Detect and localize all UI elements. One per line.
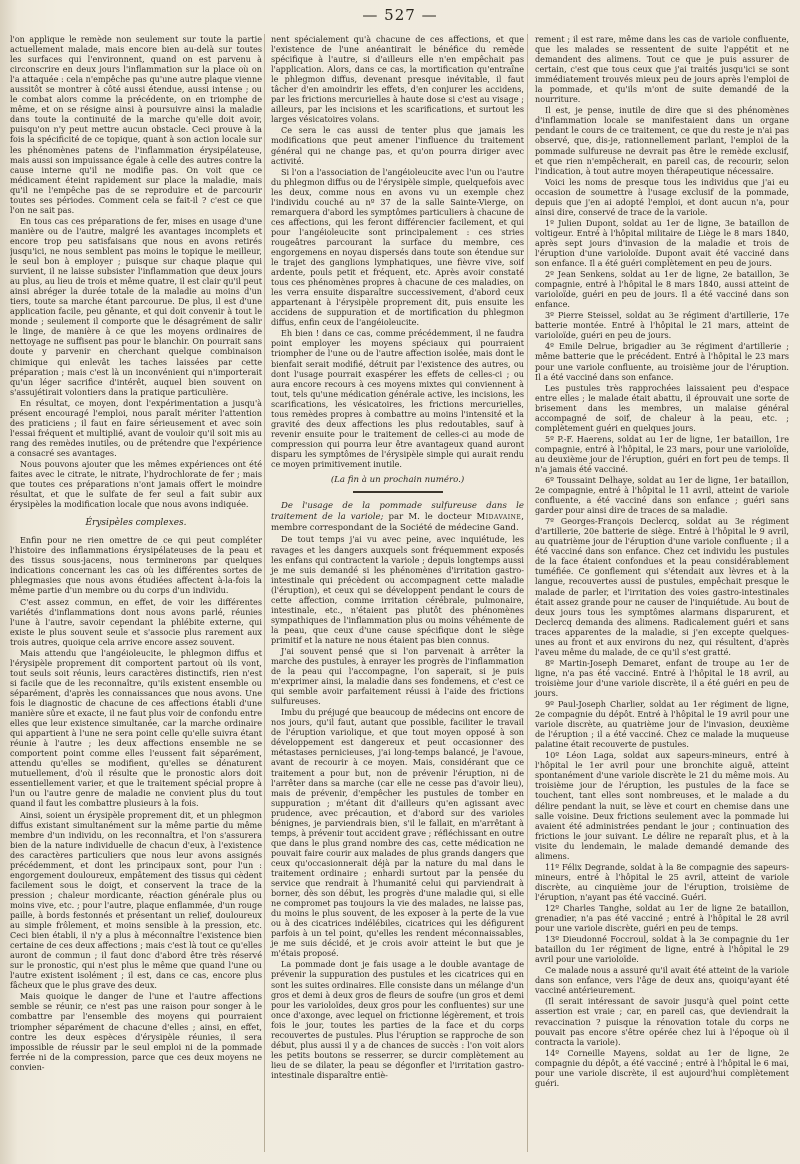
paragraph: La pommade dont je fais usage a le double avantage de prévenir la suppuration des pustules et les cicatrices qui en sont les suites ordinaires. Elle consiste dans un mélange d'un gros et demi à deux gros de fleurs de soufre (un gros et demi pour les varioloïdes, deux gros pour les confluentes) sur une once d'axonge, avec lequel on frictionne légèrement, et trois fois le jour, toutes les parties de la face et du corps recouvertes de pustules. Plus l'éruption se rapproche de son début, plus aussi il y a de chances de succès : l'on voit alors les petits boutons se resserrer, se durcir complètement au lieu de se dilater, la peau se dégonfler et l'irritation gastro-intestinale disparaître entiè-: [271, 959, 524, 1080]
page-number: — 527 —: [362, 6, 438, 24]
paragraph: J'ai souvent pensé que si l'on parvenait à arrêter la marche des pustules, à enrayer les progrès de l'inflammation de la peau qui l'accompagne, l'on saperait, si je puis m'exprimer ainsi, la maladie dans ses fondemens, et c'est ce qui semble avoir parfaitement réussi à l'aide des frictions sulfureuses.: [271, 645, 524, 707]
paragraph: rement ; il est rare, même dans les cas de variole confluente, que les malades se ressentent de suite l'appétit et ne demandent des alimens. Tout ce que je puis assurer de certain, c'est que tous ceux que j'ai traités jusqu'ici se sont immédiatement trouvés mieux peu de jours après l'emploi de la pommade, et qu'ils m'ont de suite demandé de la nourriture.: [535, 34, 789, 105]
article-title-affiliation: , membre correspondant de la Société de médecine Gand.: [271, 511, 524, 533]
case-entry: 14º Corneille Mayens, soldat au 1er de ligne, 2e compagnie du dépôt, a été vacciné ; entré à l'hôpital le 6 mai, pour une variole discrète, il est aujourd'hui complètement guéri.: [535, 1047, 789, 1088]
paragraph: Les pustules très rapprochées laissaient peu d'espace entre elles ; le malade était abattu, il éprouvait une sorte de brisement dans les membres, un malaise général accompagné de soif, de chaleur à la peau, etc. ; complètement guéri en quelques jours.: [535, 382, 789, 433]
section-subheading: Érysipèles complexes.: [85, 518, 187, 529]
case-entry: 1º Julien Dupont, soldat au 1er de ligne, 3e bataillon de voltigeur. Entré à l'hôpital militaire de Liège le 8 mars 1840, après sept jours d'invasion de la maladie et trois de l'éruption d'une varioloïde. Dupont avait été vacciné dans son enfance. Il a été guéri complètement en peu de jours.: [535, 217, 789, 269]
article-title: [271, 501, 524, 533]
paragraph: C'est assez commun, en effet, de voir les différentes variétés d'inflammations dont nous avons parlé, réunies l'une à l'autre, savoir cependant la phlébite externe, qui existe le plus souvent seule et s'associe plus rarement aux trois autres, quoique cela arrive encore assez souvent.: [10, 596, 262, 647]
article-title-italic: De l'usage de la pommade sulfureuse dans le traitement de la variole;: [271, 501, 524, 522]
article-author: Midavaine: [476, 511, 522, 522]
case-entry: 13º Dieudonné Foccroul, soldat à la 3e compagnie du 1er bataillon du 1er régiment de ligne, entré à l'hôpital le 29 avril pour une varioloïde.: [535, 934, 789, 965]
column-right: [527, 34, 789, 1152]
paragraph: En tous cas ces préparations de fer, mises en usage d'une manière ou de l'autre, malgré les avantages incomplets et encore trop peu satisfaisans que nous en avons retirés jusqu'ici, ne nous semblent pas moins le topique le meilleur, le seul bon à employer ; puisque sur chaque plaque qui survient, il ne laisse subsister l'inflammation que deux jours au plus, au lieu de trois et même quatre, il est clair qu'il peut ainsi abréger la durée totale de la maladie au moins d'un tiers, toute sa marche étant parcourue. De plus, il est d'une application facile, peu gênante, et qui doit convenir à tout le monde ; seulement il comporte que le désagrément de salir le linge, de manière à ce que les moyens ordinaires de nettoyage ne suffisent pas pour le blanchir. On pourrait sans doute y parvenir en cherchant quelque combinaison chimique qui enlevât les taches laissées par cette préparation ; mais c'est là un inconvénient qui n'importerait qu'un léger sacrifice d'intérêt, auquel bien souvent on s'assujétirait volontiers dans la pratique particulière.: [10, 215, 262, 397]
case-entry: 12º Charles Tanghe, soldat au 1er de ligne 2e bataillon, grenadier, n'a pas été vacciné ; entré à l'hôpital le 28 avril pour une variole discrète, guéri en peu de temps.: [535, 902, 789, 934]
paragraph: Mais quoique le danger de l'une et l'autre affections semble se réunir, ce n'est pas une raison pour songer à le combattre par l'ensemble des moyens qui pourraient triompher séparément de chacune d'elles ; ainsi, en effet, contre les deux espèces d'érysipèle réunies, il sera impossible de réussir par le seul emploi ni de la pommade ferrée ni de la compression, parce que ces deux moyens ne convien-: [10, 991, 262, 1072]
paragraph: En résultat, ce moyen, dont l'expérimentation a jusqu'à présent encouragé l'emploi, nous paraît mériter l'attention des praticiens ; il faut en faire sérieusement et avec soin l'essai fréquent et multiplié, avant de vouloir qu'il soit mis au rang des remèdes inutiles, ou de prétendre que l'expérience a consacré ses avantages.: [10, 397, 262, 458]
paragraph: Si l'on a l'association de l'angéioleucite avec l'un ou l'autre du phlegmon diffus ou de l'érysipèle simple, quelquefois avec les deux, comme nous en avons vu un exemple chez l'individu couché au nº 37 de la salle Sainte-Vierge, on remarquera d'abord les symptômes particuliers à chacune de ces affections, qui les feront différencier facilement, et qui pour l'angéioleucite sont principalement : ces stries rougeâtres parcourant la surface du membre, ces engorgemens en noyau dispersés dans toute son étendue sur le trajet des ganglions lymphatiques, une fièvre vive, soif ardente, pouls petit et fréquent, etc. Après avoir constaté tous ces phénomènes propres à chacune de ces maladies, on les verra ensuite disparaître successivement, d'abord ceux appartenant à l'érysipèle proprement dit, puis ensuite les accidens de suppuration et de mortification du phlegmon diffus, enfin ceux de l'angéioleucite.: [271, 166, 524, 328]
continued-notice: (La fin à un prochain numéro.): [330, 475, 465, 486]
case-entry: 8º Martin-Joseph Demaret, enfant de troupe au 1er de ligne, n'a pas été vacciné. Entré à l'hôpital le 18 avril, au troisième jour d'une variole discrète, il a été guéri en peu de jours.: [535, 657, 789, 698]
article-title-byline: par M. le docteur: [383, 511, 477, 522]
case-entry: 11º Félix Degrande, soldat à la 8e compagnie des sapeurs-mineurs, entré à l'hôpital le 25 avril, atteint de variole discrète, au cinquième jour de l'éruption, troisième de l'éruption, n'ayant pas été vacciné. Guéri.: [535, 861, 789, 902]
paragraph: Eh bien ! dans ce cas, comme précédemment, il ne faudra point employer les moyens spéciaux qui pourraient triompher de l'une ou de l'autre affection isolée, mais dont le bienfait serait modifié, détruit par l'existence des autres, ou dont l'usage pourrait exaspérer les effets de celles-ci ; ou aura encore recours à ces moyens mixtes qui conviennent à tout, tels qu'une médication générale active, les incisions, les scarifications, les vésicatoires, les frictions mercurielles, tous remèdes propres à combattre au moins l'intensité et la gravité des deux affections les plus redoutables, sauf à revenir ensuite pour le traitement de celles-ci au mode de compression qui pourra leur être avantageux quand auront disparu les symptômes de l'érysipèle simple qui aurait rendu ce moyen primitivement inutile.: [271, 328, 524, 469]
column-left: [10, 34, 262, 1152]
case-entry: 7º Georges-François Declercq, soldat au 3e régiment d'artillerie, 20e batterie de siège. Entré à l'hôpital le 9 avril, au quatrième jour de l'éruption d'une variole confluente ; il a été vacciné dans son enfance. Chez cet individu les pustules de la face étaient confondues et la peau considérablement tuméfiée. Ce gonflement qui s'étendait aux lèvres et à la langue, recouvertes aussi de pustules, empêchait presque le malade de parler, et l'irritation des voies gastro-intestinales était assez grande pour ne causer de l'inquiétude. Au bout de deux jours tous les symptômes alarmans disparurent, et Declercq demanda des alimens. Radicalement guéri et sans traces apparentes de la maladie, si j'en excepte quelques-unes au front et aux environs du nez, qui résultent, d'après l'aveu même du malade, de ce qu'il s'est gratté.: [535, 516, 789, 657]
case-entry: 2º Jean Senkens, soldat au 1er de ligne, 2e bataillon, 3e compagnie, entré à l'hôpital le 8 mars 1840, aussi atteint de varioloïde, guéri en peu de jours. Il a été vacciné dans son enfance.: [535, 269, 789, 310]
case-entry: 10º Léon Laga, soldat aux sapeurs-mineurs, entré à l'hôpital le 1er avril pour une bronchite aiguë, atteint spontanément d'une variole discrète le 21 du même mois. Au troisième jour de l'éruption, les pustules de la face se touchent, tant elles sont nombreuses, et le malade a du délire pendant la nuit, se lève et court en chemise dans une salle voisine. Deux frictions seulement avec la pommade lui avaient été administrées pendant le jour ; continuation des frictions le jour suivant. Le délire ne reparaît plus, et à la visite du lendemain, le malade demandé demande des alimens.: [535, 750, 789, 861]
paragraph: Nous pouvons ajouter que les mêmes expériences ont été faites avec le citrate, le nitrate, l'hydrochlorate de fer ; mais que toutes ces préparations n'ont jamais offert le moindre résultat, et que le sulfate de fer seul a fait subir aux érysipèles la modification locale que nous avons indiquée.: [10, 458, 262, 510]
paragraph: De tout temps j'ai vu avec peine, avec inquiétude, les ravages et les dangers auxquels sont fréquemment exposés les enfans qui contractent la variole ; depuis longtemps aussi je me suis demandé si les phénomènes d'irritation gastro-intestinale qui précèdent ou accompagnent cette maladie (l'éruption), et ceux qui se développent pendant le cours de cette affection, comme irritation cérébrale, pulmonaire, intestinale, etc., n'étaient pas plutôt des phénomènes sympathiques de l'inflammation plus ou moins véhémente de la peau, que ceux d'une cause spécifique dont le siège primitif et la nature ne nous étaient pas bien connus.: [271, 534, 524, 645]
paragraph: nent spécialement qu'à chacune de ces affections, et que l'existence de l'une anéantirait le bénéfice du remède spécifique à l'autre, si d'ailleurs elle n'en empêchait pas l'application. Alors, dans ce cas, la mortification qu'entraîne le phlegmon diffus, devenant presque inévitable, il faut tâcher d'en amoindrir les effets, d'en conjurer les accidens, par les frictions mercurielles à haute dose si c'est au visage ; ailleurs, par les incisions et les scarifications, et surtout les larges vésicatoires volans.: [271, 34, 524, 125]
paragraph: l'on applique le remède non seulement sur toute la partie actuellement malade, mais encore bien au-delà sur toutes les surfaces qui l'environnent, quand on est parvenu à circonscrire en deux jours l'inflammation sur la place où on l'a attaquée : cela n'empêche pas qu'une autre plaque vienne aussitôt se montrer à côté aussi étendue, aussi intense ; ou le combat alors comme la précédente, on en triomphe de même, et on se résigne ainsi à poursuivre ainsi la maladie dans toute la continuité de la marche qu'elle doit avoir, puisqu'on n'y peut mettre aucun obstacle. Ceci prouve à la fois la spécificité de ce topique, quant à son action locale sur les phénomènes patens de l'inflammation érysipélateuse, mais aussi son impuissance égale à celle des autres contre la cause interne qu'il ne modifie pas. On voit que ce médicament éteint rapidement sur place la maladie, mais qu'il ne l'empêche pas de se reproduire et de parcourir toutes ses périodes. Comment cela se fait-il ? c'est ce que l'on ne sait pas.: [10, 34, 262, 215]
paragraph: (Il serait intéressant de savoir jusqu'à quel point cette assertion est vraie ; car, en pareil cas, que deviendrait la revaccination ? puisque la rénovation totale du corps ne pouvait pas encore s'être opérée chez lui à l'époque où il contracta la variole).: [535, 996, 789, 1047]
paragraph: Ce malade nous a assuré qu'il avait été atteint de la variole dans son enfance, vers l'âge de deux ans, quoiqu'ayant été vacciné antérieurement.: [535, 965, 789, 996]
case-entry: 5º P.-F. Haerens, soldat au 1er de ligne, 1er bataillon, 1re compagnie, entré à l'hôpital, le 23 mars, pour une varioloïde, au deuxième jour de l'éruption, guéri en fort peu de temps. Il n'a jamais été vacciné.: [535, 433, 789, 474]
paragraph: Mais attendu que l'angéioleucite, le phlegmon diffus et l'érysipèle proprement dit comportent partout où ils vont, tout seuls soit réunis, leurs caractères distinctifs, rien n'est si facile que de les reconnaître, qu'ils existent ensemble ou séparément, d'après les connaissances que nous avons. Une fois le diagnostic de chacune de ces affections établi d'une manière sûre et exacte, il ne faut plus voir de confondu entre elles que leur existence simultanée, car la marche ordinaire qui appartient à l'une ne sera point celle qu'elle suivra étant réunie à l'autre ; les deux affections ensemble ne se comportent point comme elles l'eussent fait séparément, attendu qu'elles se modifient, qu'elles se dénaturent mutuellement, d'où il résulte que le pronostic alors doit essentiellement varier, et que le traitement spécial propre à l'un ou l'autre genre de maladie ne convient plus du tout quand il faut les combattre plusieurs à la fois.: [10, 647, 262, 809]
paragraph: Voici les noms de presque tous les individus que j'ai eu occasion de soumettre à l'usage exclusif de la pommade, depuis que j'en ai adopté l'emploi, et dont aucun n'a, pour ainsi dire, conservé de trace de la variole.: [535, 176, 789, 217]
paragraph: Ce sera le cas aussi de tenter plus que jamais les modifications que peut amener l'influence du traitement général qui ne change pas, et qu'on pourra diriger avec activité.: [271, 125, 524, 166]
case-entry: 9º Paul-Joseph Charlier, soldat au 1er régiment de ligne, 2e compagnie du dépôt. Entré à l'hôpital le 19 avril pour une variole discrète, au quatrième jour de l'invasion, deuxième de l'éruption ; il a été vacciné. Chez ce malade la muqueuse palatine était recouverte de pustules.: [535, 699, 789, 750]
paragraph: Ainsi, soient un érysipèle proprement dit, et un phlegmon diffus existant simultanément sur la même partie du même membre d'un individu, on les reconnaîtra, et l'on s'assurera bien de la nature individuelle de chacun d'eux, à l'existence des caractères particuliers que nous leur avons assignés précédemment, et dont les principaux sont, pour l'un : engorgement douloureux, empâtement des tissus qui cèdent facilement sous le doigt, et conservent la trace de la pression ; chaleur mordicante, réaction générale plus ou moins vive, etc. ; pour l'autre, plaque enflammée, d'un rouge paille, à bords festonnés et présentant un relief, douloureux au simple frôlement, et moins sensible à la pression, etc. Ceci bien établi, il n'y a plus à méconnaître l'existence bien certaine de ces deux affections ; mais c'est là tout ce qu'elles auront de commun ; il faut donc d'abord être très réservé sur le pronostic, qui n'est plus le même que quand l'une ou l'autre existent isolément ; il est, dans ce cas, encore plus fâcheux que le plus grave des deux.: [10, 809, 262, 991]
paragraph: Imbu du préjugé que beaucoup de médecins ont encore de nos jours, qu'il faut, autant que possible, faciliter le travail de l'éruption variolique, et que tout moyen opposé à son développement est dangereux et peut occasionner des métastases pernicieuses, j'ai long-temps balancé, je l'avoue, avant de recourir à ce moyen. Mais, considérant que ce traitement a pour but, non de prévenir l'éruption, ni de l'arrêter dans sa marche (car elle ne cesse pas d'avoir lieu), mais de prévenir, d'empêcher les pustules de tomber en suppuration ; m'étant dit d'ailleurs qu'en agissant avec prudence, avec précaution, et d'abord sur des varioles bénignes, je parviendrais bien, s'il le fallait, en m'arrêtant à temps, à prévenir tout accident grave ; réfléchissant en outre que dans le plus grand nombre des cas, cette médication ne pouvait faire courir aux malades de plus grands dangers que ceux qu'occasionnerait déjà par la nature du mal dans le traitement ordinaire ; enhardi surtout par la pensée du service que rendrait à l'humanité celui qui parviendrait à borner, dès son début, les progrès d'une maladie qui, si elle ne compromet pas toujours la vie des malades, ne laisse pas, du moins le plus souvent, de les exposer à la perte de la vue ou à des cicatrices indélébiles, cicatrices qui les défigurent parfois à un tel point, qu'elles les rendent méconnaissables, je me suis décidé, et je crois avoir atteint le but que je m'étais proposé.: [271, 707, 524, 959]
case-entry: 6º Toussaint Delhaye, soldat au 1er de ligne, 1er bataillon, 2e compagnie, entré à l'hôpital le 11 avril, atteint de variole confluente, a été vacciné dans son enfance ; guéri sans garder pour ainsi dire de traces de sa maladie.: [535, 475, 789, 516]
section-divider: [353, 491, 443, 493]
paragraph: Enfin pour ne rien omettre de ce qui peut compléter l'histoire des inflammations érysipélateuses de la peau et des tissus sous-jacens, nous terminerons par quelques indications concernant les cas où les différentes sortes de phlegmasies que nous avons étudiées affectent à-la-fois la même partie d'un membre ou du corps d'un individu.: [10, 535, 262, 596]
case-entry: 4º Emile Delrue, brigadier au 3e régiment d'artillerie ; même batterie que le précédent. Entré à l'hôpital le 23 mars pour une variole confluente, au troisième jour de l'éruption. Il a été vacciné dans son enfance.: [535, 341, 789, 382]
column-middle: [264, 34, 524, 1152]
paragraph: Il est, je pense, inutile de dire que si des phénomènes d'inflammation locale se manifestaient dans un organe pendant le cours de ce traitement, ce que du reste je n'ai pas observé, que, dis-je, rationnellement parlant, l'emploi de la pommade sulfureuse ne devrait pas être le remède exclusif, et que rien n'empêcherait, en pareil cas, de recourir, selon l'indication, à tout autre moyen thérapeutique nécessaire.: [535, 105, 789, 176]
case-entry: 3º Pierre Steissel, soldat au 3e régiment d'artillerie, 17e batterie montée. Entré à l'hôpital le 21 mars, atteint de varioloïde, guéri en peu de jours.: [535, 310, 789, 341]
